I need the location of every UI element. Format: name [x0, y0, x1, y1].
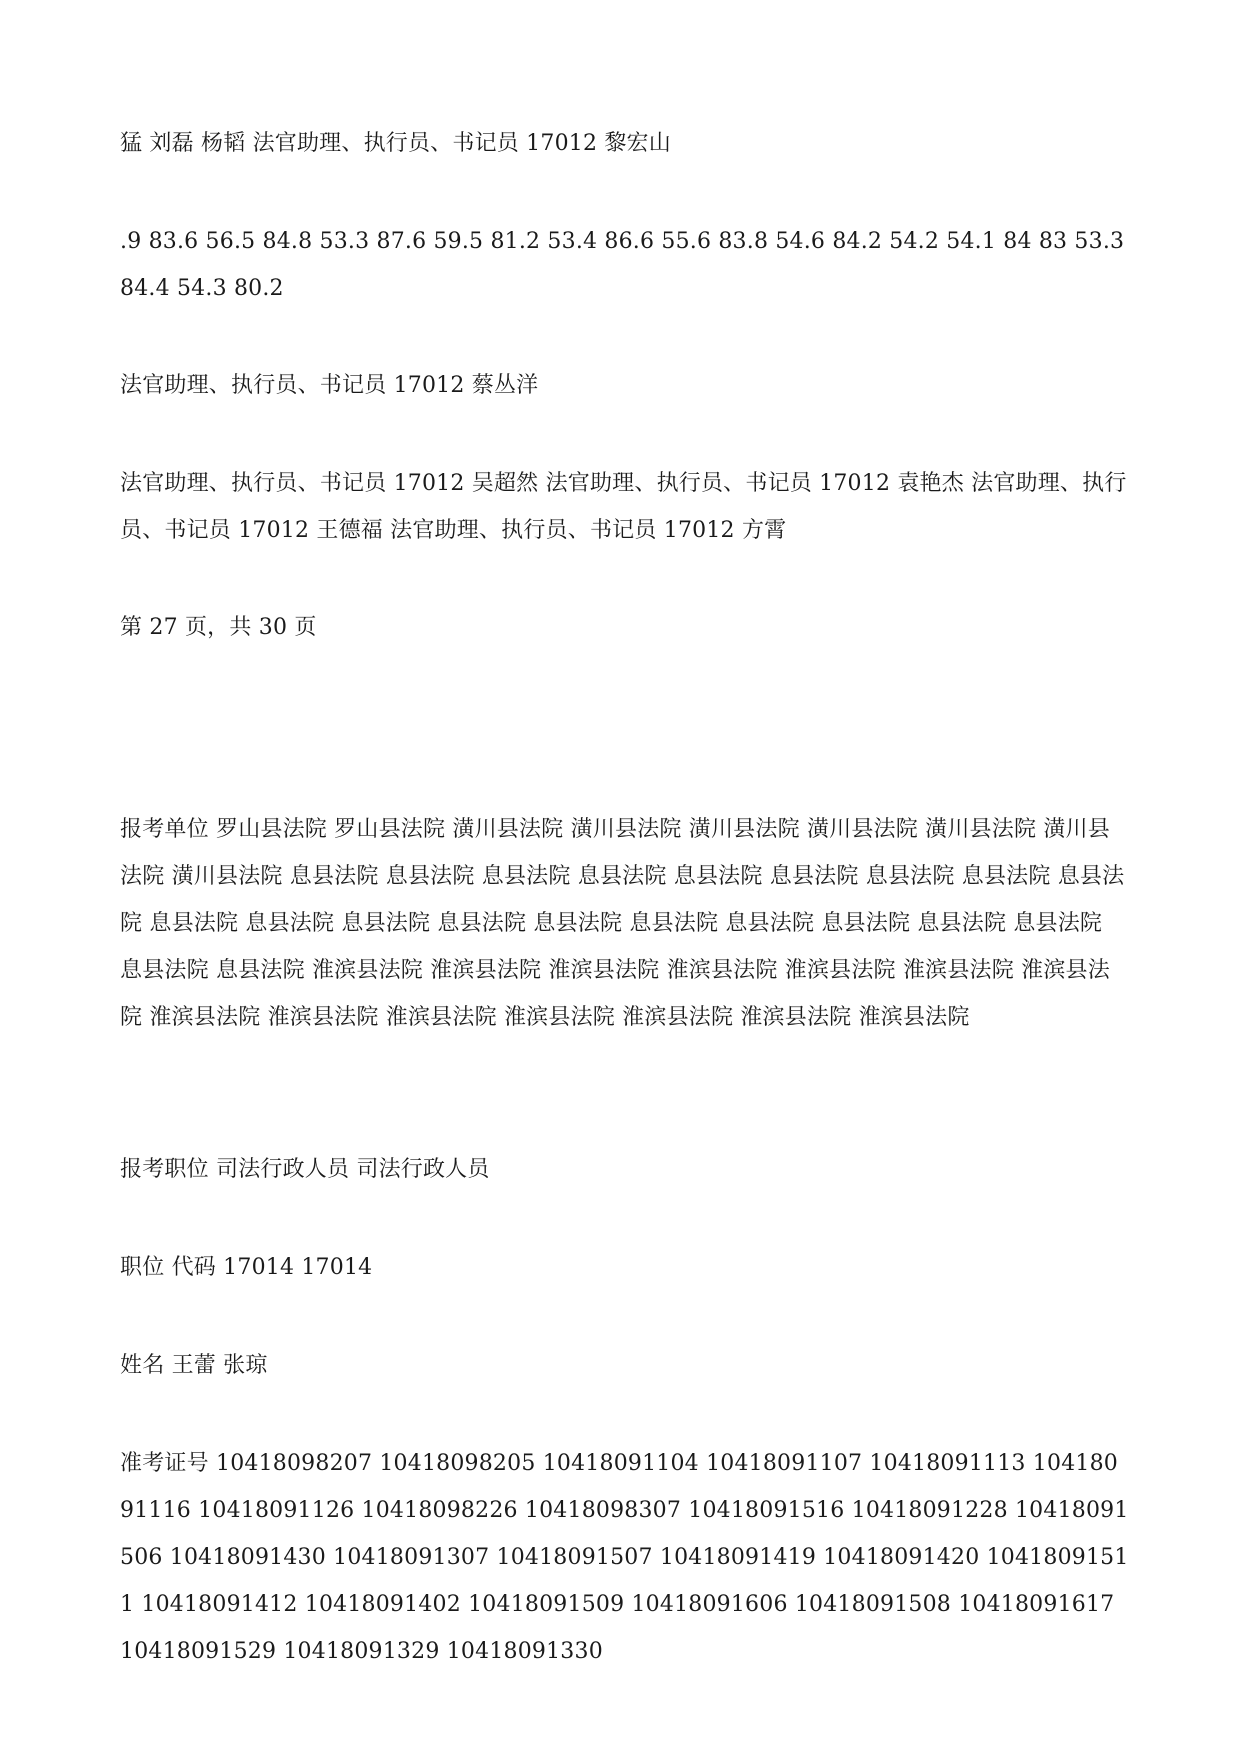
- paragraph-names: 姓名 王蕾 张琼: [120, 1353, 268, 1378]
- paragraph-applying-units: 报考单位 罗山县法院 罗山县法院 潢川县法院 潢川县法院 潢川县法院 潢川县法院 潢川县法院 潢川县法院 潢川县法院 息县法院 息县法院 息县法院 息县法院 息县法院 息县法院 息县法院 息县法院 息县法院 息县法院 息县法院 息县法院 息县法院 息县法院 息县法院 息县法院 息县法院 息县法院 息县法院 息县法院 息县法院 淮滨县法院 淮滨县法院 淮滨县法院 淮滨县法院 淮滨县法院 淮滨县法院 淮滨县法院 淮滨县法院 淮滨县法院 淮滨县法院 淮滨县法院 淮滨县法院 淮滨县法院 淮滨县法院: [120, 817, 1125, 1030]
- paragraph-exam-ticket-numbers: 准考证号 10418098207 10418098205 10418091104 10418091107 10418091113 10418091116 10418091126 10418098226 10418098307 10418091516 10418091228 10418091506 10418091430 10418091307 10418091507 10418091419 10418091420 10418091511 10418091412 10418091402 10418091509 10418091606 10418091508 10418091617 10418091529 10418091329 10418091330: [120, 1451, 1129, 1664]
- paragraph-staff-names-continued: 猛 刘磊 杨韬 法官助理、执行员、书记员 17012 黎宏山: [120, 131, 671, 156]
- paragraph-position-code: 职位 代码 17014 17014: [120, 1255, 373, 1280]
- paragraph-scores: .9 83.6 56.5 84.8 53.3 87.6 59.5 81.2 53.4 86.6 55.6 83.8 54.6 84.2 54.2 54.1 84 83 53.3 84.4 54.3 80.2: [120, 229, 1125, 301]
- page-number: 第 27 页，共 30 页: [120, 615, 317, 640]
- paragraph-applying-position: 报考职位 司法行政人员 司法行政人员: [120, 1157, 490, 1182]
- paragraph-position-entry: 法官助理、执行员、书记员 17012 蔡丛洋: [120, 373, 539, 398]
- paragraph-position-entries: 法官助理、执行员、书记员 17012 吴超然 法官助理、执行员、书记员 17012 袁艳杰 法官助理、执行员、书记员 17012 王德福 法官助理、执行员、书记员 17012 方霄: [120, 471, 1127, 543]
